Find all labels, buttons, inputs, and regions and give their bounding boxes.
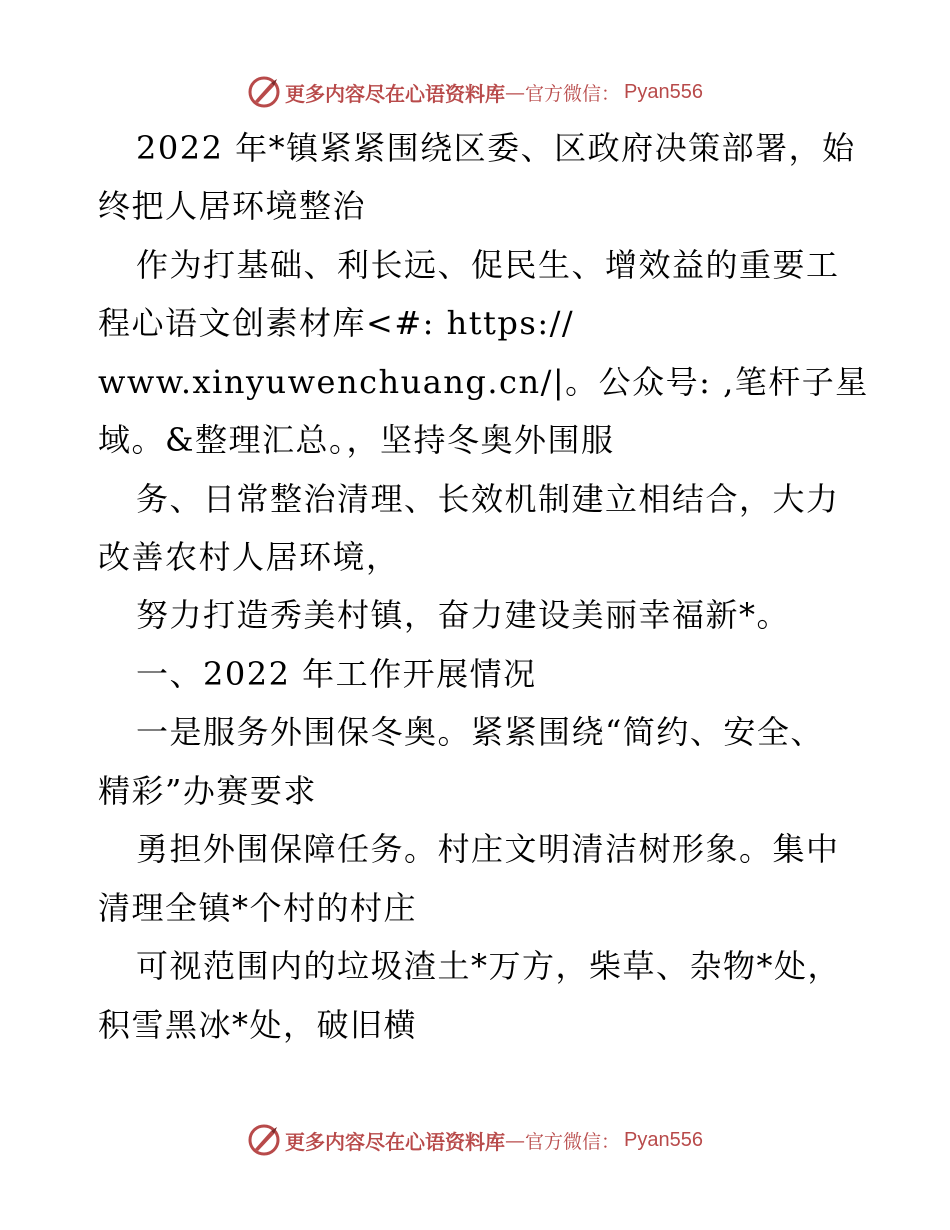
body-line: 精彩”办赛要求 — [98, 772, 317, 810]
body-line: 一是服务外围保冬奥。紧紧围绕“简约、安全、 — [136, 713, 824, 751]
body-line: 程心语文创素材库<#: https:// — [98, 304, 575, 342]
body-line: 务、日常整治清理、长效机制建立相结合，大力 — [136, 480, 840, 518]
banner-contact-id: Pyan556 — [624, 80, 703, 103]
banner-dash: — — [505, 1128, 525, 1152]
quill-logo-icon — [247, 75, 281, 109]
body-line: 域。&整理汇总。，坚持冬奥外围服 — [98, 421, 615, 459]
banner-contact-id: Pyan556 — [624, 1128, 703, 1151]
footer-banner — [0, 1120, 950, 1160]
banner-title: 更多内容尽在心语资料库 — [285, 1129, 505, 1154]
body-line: 积雪黑冰*处，破旧横 — [98, 1006, 418, 1044]
body-line: 清理全镇*个村的村庄 — [98, 889, 418, 927]
banner-dash: — — [505, 80, 525, 104]
quill-logo-icon — [247, 1123, 281, 1157]
body-line: www.xinyuwenchuang.cn/|。公众号: ,笔杆子星 — [98, 363, 869, 401]
section-heading: 一、2022 年工作开展情况 — [136, 655, 537, 693]
body-line: 勇担外围保障任务。村庄文明清洁树形象。集中 — [136, 830, 840, 868]
banner-contact-label: 官方微信： — [525, 82, 621, 105]
header-banner — [0, 72, 950, 112]
banner-contact-label: 官方微信： — [525, 1130, 621, 1153]
body-line: 努力打造秀美村镇，奋力建设美丽幸福新*。 — [136, 596, 791, 634]
body-line: 可视范围内的垃圾渣土*万方，柴草、杂物*处， — [136, 947, 842, 985]
banner-title: 更多内容尽在心语资料库 — [285, 81, 505, 106]
body-line: 2022 年*镇紧紧围绕区委、区政府决策部署，始 — [136, 129, 856, 167]
body-line: 作为打基础、利长远、促民生、增效益的重要工 — [136, 246, 840, 284]
body-line: 终把人居环境整治 — [98, 187, 367, 225]
body-line: 改善农村人居环境， — [98, 538, 400, 576]
